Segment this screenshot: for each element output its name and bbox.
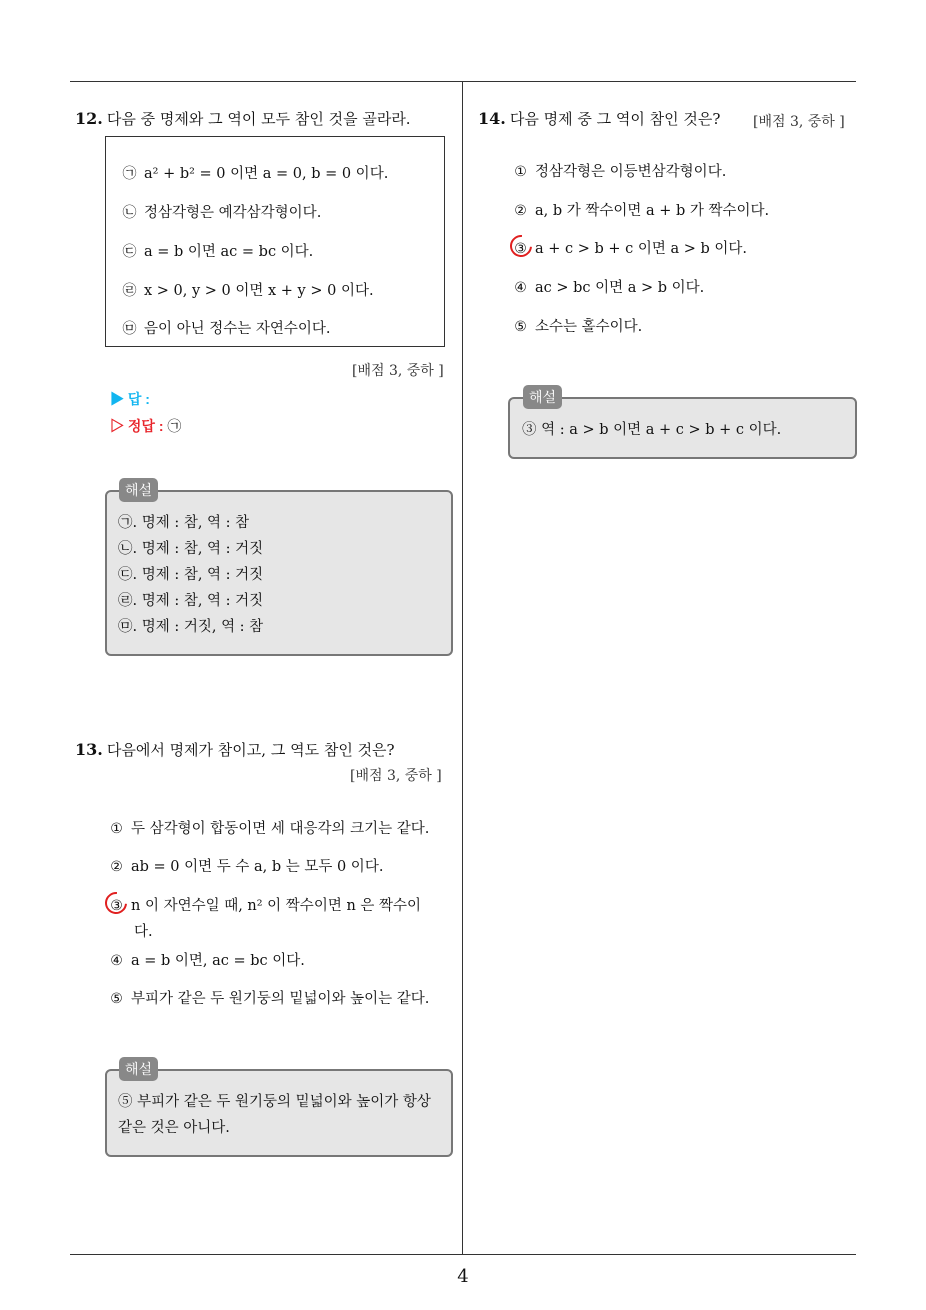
q13-solution-tag: 해설 [119,1057,158,1081]
q12-question: 다음 중 명제와 그 역이 모두 참인 것을 골라라. [106,110,411,128]
q12-solution-line: ㉣. 명제 : 참, 역 : 거짓 [118,593,264,609]
q14-option-4: ④ ac > bc 이면 a > b 이다. [514,280,705,296]
q13-option-5: ⑤ 부피가 같은 두 원기둥의 밑넓이와 높이는 같다. [110,991,430,1007]
page-number: 4 [457,1266,469,1287]
q12-solution-line: ㉢. 명제 : 참, 역 : 거짓 [118,567,264,583]
q13-question: 다음에서 명제가 참이고, 그 역도 참인 것은? [106,741,395,759]
q12-solution-tag: 해설 [119,478,158,502]
q12-option-5: ㉤ 음이 아닌 정수는 자연수이다. [122,321,331,337]
q12-correct-value: ㉠ [167,419,182,435]
q14-title [478,108,720,129]
q13-score: [배점 3, 중하 ] [350,768,442,784]
q12-answer-label: ▶ 답 : [110,391,150,407]
top-rule [70,81,856,82]
q14-number: 14. [478,109,506,128]
q13-solution-line: ⑤ 부피가 같은 두 원기둥의 밑넓이와 높이가 항상 [118,1094,431,1110]
q13-option-2: ② ab = 0 이면 두 수 a, b 는 모두 0 이다. [110,859,384,875]
q12-title [75,108,411,129]
q14-option-1: ① 정삼각형은 이등변삼각형이다. [514,164,727,180]
q12-option-1: ㉠ a² + b² = 0 이면 a = 0, b = 0 이다. [122,166,389,182]
q14-solution-tag: 해설 [523,385,562,409]
q12-correct-label: ▷ 정답 : [110,418,164,434]
q12-solution-line: ㉤. 명제 : 거짓, 역 : 참 [118,619,264,635]
q12-number: 12. [75,109,103,128]
q13-option-3: ③ n 이 자연수일 때, n² 이 짝수이면 n 은 짝수이 [110,898,422,914]
q13-title [75,739,395,760]
q12-correct-answer [110,416,181,436]
q13-solution-box [105,1069,453,1157]
q14-question: 다음 명제 중 그 역이 참인 것은? [509,110,721,128]
column-divider [462,82,463,1254]
q13-option-3-continued: 다. [134,924,153,940]
q13-option-4: ④ a = b 이면, ac = bc 이다. [110,953,305,969]
q12-option-3: ㉢ a = b 이면 ac = bc 이다. [122,244,314,260]
q14-solution-line: ③ 역 : a > b 이면 a + c > b + c 이다. [522,422,782,438]
q13-solution-line: 같은 것은 아니다. [118,1120,230,1136]
q14-option-2: ② a, b 가 짝수이면 a + b 가 짝수이다. [514,203,770,219]
q14-option-3: ③ a + c > b + c 이면 a > b 이다. [514,241,748,257]
q14-option-5: ⑤ 소수는 홀수이다. [514,319,643,335]
q12-solution-line: ㉠. 명제 : 참, 역 : 참 [118,515,250,531]
q13-number: 13. [75,740,103,759]
q12-option-4: ㉣ x > 0, y > 0 이면 x + y > 0 이다. [122,283,374,299]
q13-option-1: ① 두 삼각형이 합동이면 세 대응각의 크기는 같다. [110,821,430,837]
q14-score: [배점 3, 중하 ] [753,114,845,130]
bottom-rule [70,1254,856,1255]
q12-option-2: ㉡ 정삼각형은 예각삼각형이다. [122,205,322,221]
q12-solution-line: ㉡. 명제 : 참, 역 : 거짓 [118,541,264,557]
q12-score: [배점 3, 중하 ] [352,363,444,379]
